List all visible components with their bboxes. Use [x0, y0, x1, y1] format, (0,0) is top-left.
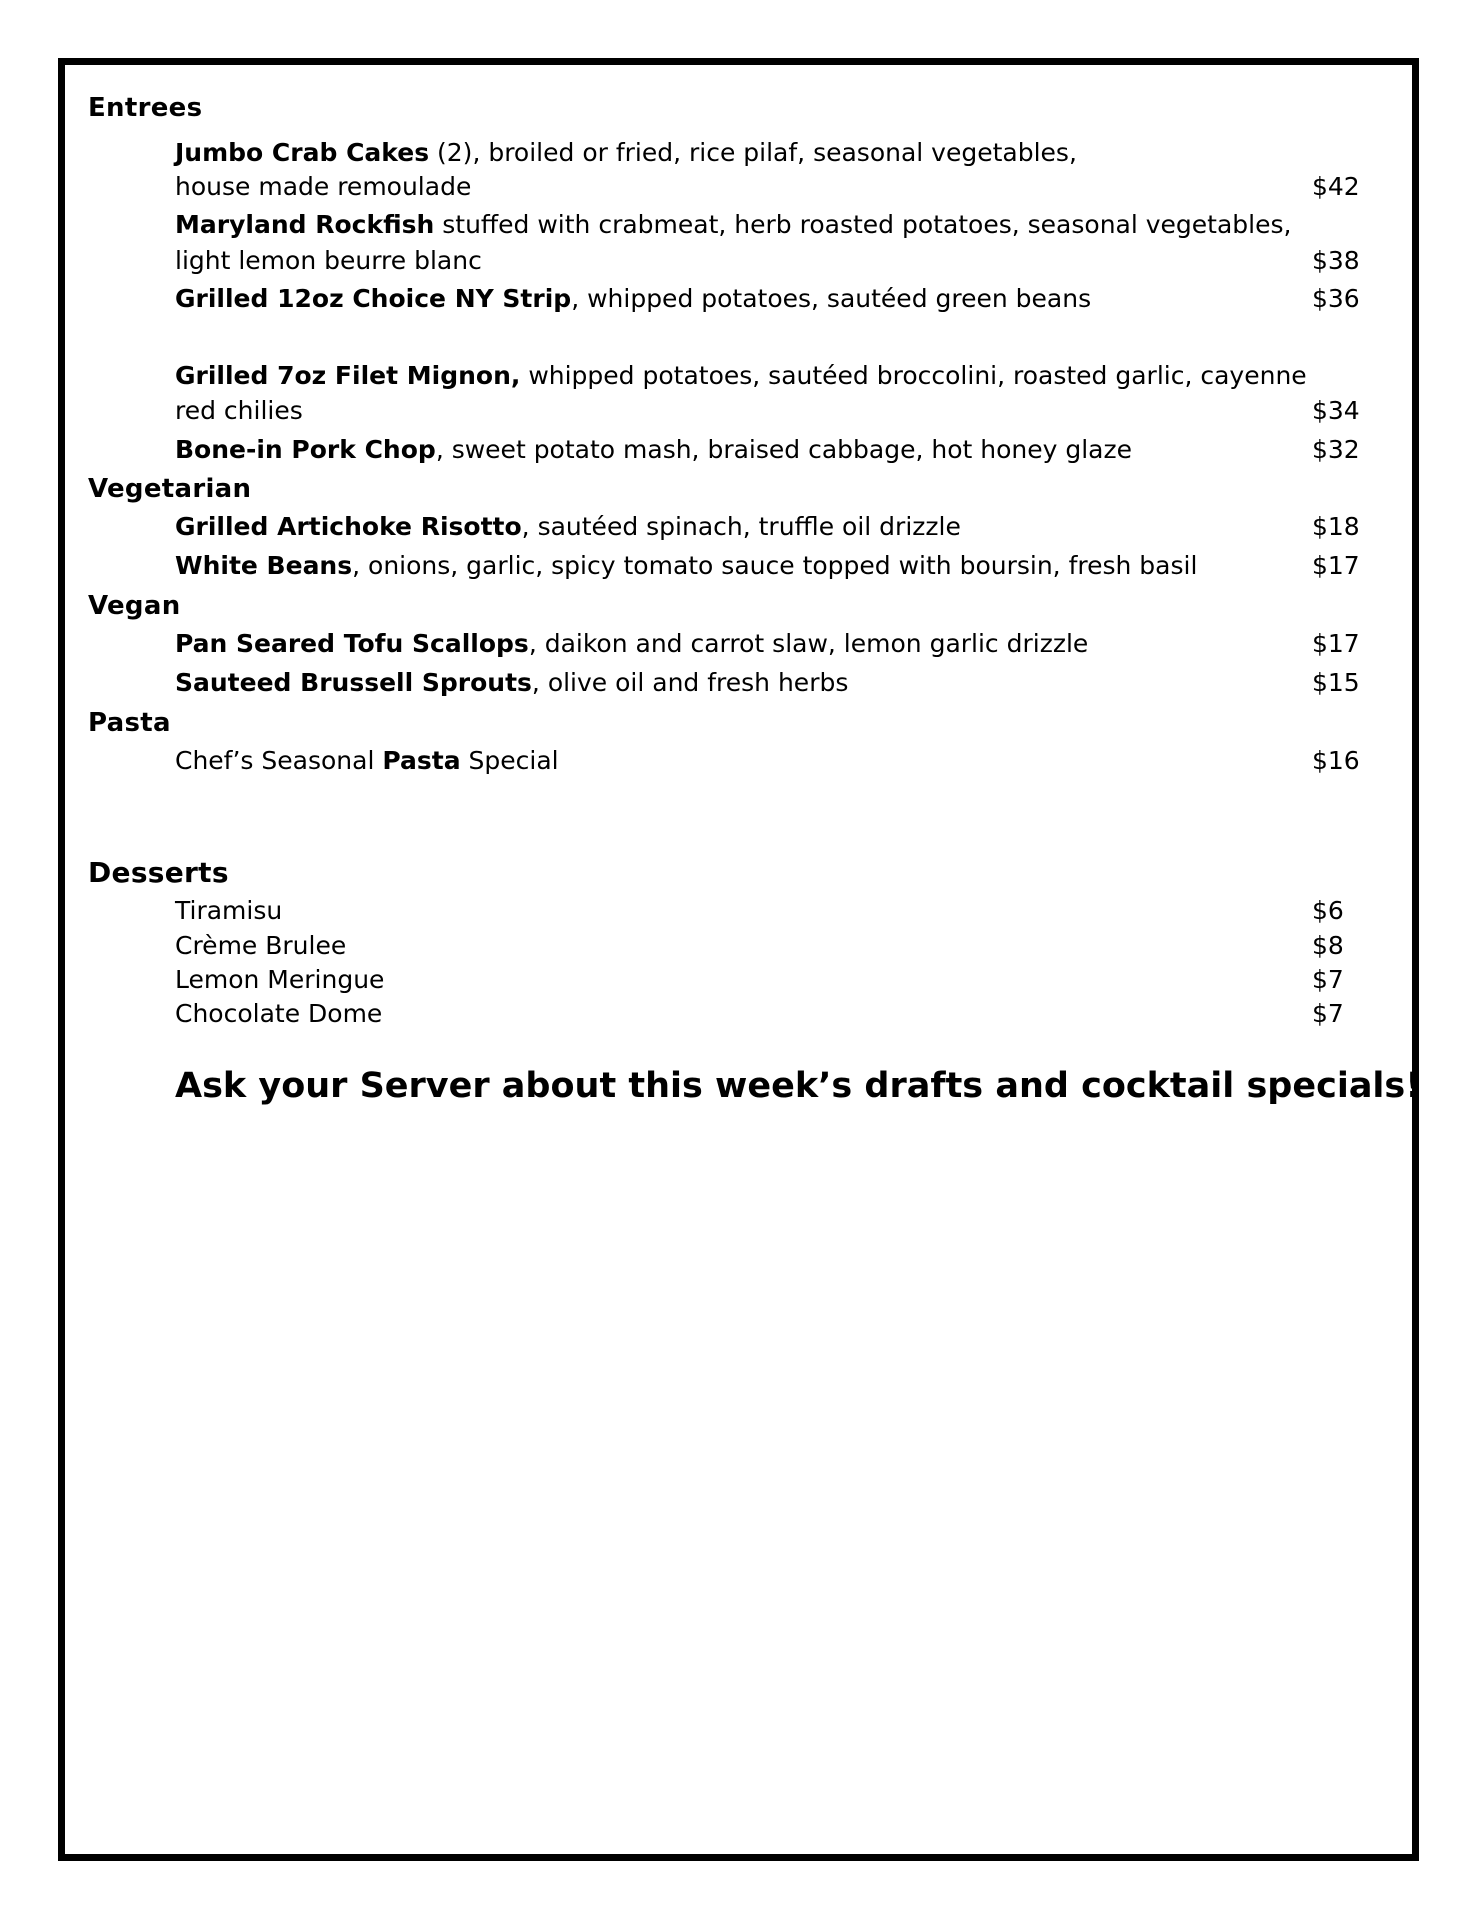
item-name: Grilled 12oz Choice NY Strip: [175, 284, 572, 313]
item-description: , sweet potato mash, braised cabbage, hot honey glaze: [435, 435, 1132, 464]
item-name: Bone-in Pork Chop: [175, 435, 436, 464]
item-price: $18: [1312, 512, 1360, 541]
item-name: Maryland Rockfish: [175, 210, 435, 239]
dessert-price: $7: [1312, 999, 1344, 1028]
section-heading-vegetarian: Vegetarian: [88, 474, 252, 504]
menu-item-name-line: [175, 629, 1088, 659]
dessert-name: Lemon Meringue: [175, 965, 385, 994]
item-name: Pasta: [382, 746, 461, 775]
menu-item-name-line: [175, 210, 1291, 240]
item-price: $38: [1312, 246, 1360, 275]
item-description: stuffed with crabmeat, herb roasted potatoes, seasonal vegetables,: [434, 210, 1292, 239]
item-description: Special: [460, 746, 559, 775]
section-heading-entrees: Entrees: [88, 93, 203, 123]
section-heading-desserts: Desserts: [88, 856, 229, 889]
drink-specials-callout: Ask your Server about this week’s drafts and cocktail specials!: [175, 1066, 1422, 1106]
item-name: Grilled 7oz Filet Mignon,: [175, 361, 521, 390]
item-price: $17: [1312, 551, 1360, 580]
item-price: $32: [1312, 435, 1360, 464]
item-name: Sauteed Brussell Sprouts: [175, 668, 532, 697]
menu-item-name-line: [175, 138, 1077, 168]
item-description-cont: house made remoulade: [175, 172, 472, 201]
item-description-cont: red chilies: [175, 396, 303, 425]
item-price: $17: [1312, 629, 1360, 658]
item-description: , sautéed spinach, truffle oil drizzle: [521, 512, 961, 541]
item-price: $36: [1312, 284, 1360, 313]
menu-item-name-line: [175, 435, 1132, 465]
item-description: , olive oil and fresh herbs: [531, 668, 849, 697]
menu-item-name-line: [175, 551, 1197, 581]
item-name: Grilled Artichoke Risotto: [175, 512, 522, 541]
item-name: Jumbo Crab Cakes: [175, 138, 430, 167]
menu-item-name-line: [175, 668, 848, 698]
item-price: $15: [1312, 668, 1360, 697]
item-description: (2), broiled or fried, rice pilaf, seasonal vegetables,: [429, 138, 1077, 167]
item-price: $34: [1312, 396, 1360, 425]
dessert-name: Crème Brulee: [175, 931, 347, 960]
item-description: Chef’s Seasonal: [175, 746, 383, 775]
item-name: Pan Seared Tofu Scallops: [175, 629, 529, 658]
item-description: whipped potatoes, sautéed broccolini, roasted garlic, cayenne: [520, 361, 1307, 390]
dessert-price: $6: [1312, 896, 1344, 925]
dessert-name: Tiramisu: [175, 896, 283, 925]
item-description: , whipped potatoes, sautéed green beans: [571, 284, 1092, 313]
item-description-cont: light lemon beurre blanc: [175, 246, 482, 275]
item-description: , onions, garlic, spicy tomato sauce topped with boursin, fresh basil: [352, 551, 1198, 580]
item-description: , daikon and carrot slaw, lemon garlic drizzle: [528, 629, 1089, 658]
dessert-price: $8: [1312, 931, 1344, 960]
menu-item-name-line: [175, 284, 1091, 314]
item-price: $16: [1312, 746, 1360, 775]
item-name: White Beans: [175, 551, 353, 580]
dessert-price: $7: [1312, 965, 1344, 994]
section-heading-vegan: Vegan: [88, 591, 181, 621]
menu-item-name-line: [175, 361, 1307, 391]
dessert-name: Chocolate Dome: [175, 999, 383, 1028]
item-price: $42: [1312, 172, 1360, 201]
section-heading-pasta: Pasta: [88, 708, 171, 738]
menu-item-name-line: [175, 512, 961, 542]
menu-item-name-line: [175, 746, 559, 776]
